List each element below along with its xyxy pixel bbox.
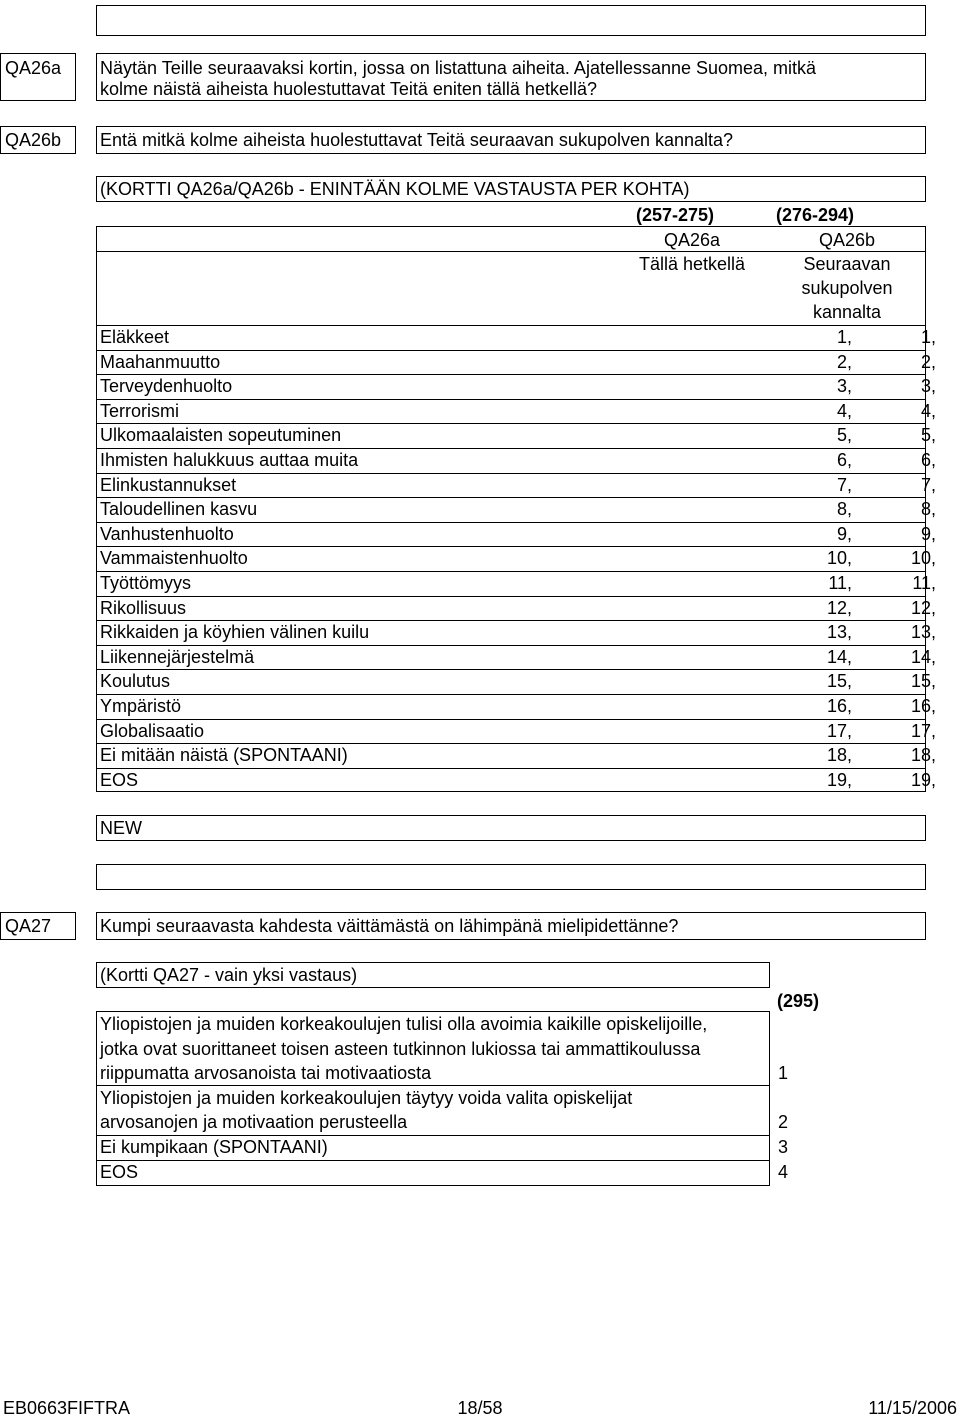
item-code-b: 14, [910, 646, 936, 667]
item-label: Taloudellinen kasvu [100, 499, 258, 520]
item-label: Maahanmuutto [100, 351, 221, 372]
table-row [96, 497, 936, 523]
item-code-b: 1, [920, 327, 936, 347]
item-code-a: 13, [826, 622, 852, 643]
item-code-a: 14, [826, 646, 852, 667]
table-row [96, 423, 936, 449]
table-row [96, 546, 936, 572]
qa27-opt1-line2: jotka ovat suorittaneet toisen asteen tutkinnon lukiossa tai ammattikoulussa [100, 1039, 701, 1059]
qa26a-code: QA26a [5, 58, 62, 78]
table-row [96, 374, 936, 400]
table-row [96, 669, 936, 695]
qa26b-text: Entä mitkä kolme aiheista huolestuttavat Teitä seuraavan sukupolven kannalta? [100, 130, 734, 150]
item-code-a: 9, [836, 523, 852, 544]
item-code-a: 11, [828, 573, 852, 593]
item-code-a: 17, [826, 720, 852, 741]
footer-date: 11/15/2006 [868, 1398, 957, 1418]
qa27-opt4: EOS [100, 1162, 139, 1182]
footer-doc-id: EB0663FIFTRA [3, 1398, 131, 1418]
item-code-a: 3, [836, 376, 852, 397]
item-code-b: 11, [912, 573, 936, 593]
table-row [96, 399, 936, 425]
table-row [96, 645, 936, 671]
item-code-b: 9, [920, 523, 936, 544]
item-code-a: 18, [826, 745, 852, 766]
table-row [96, 571, 936, 597]
qa27-opt3: Ei kumpikaan (SPONTAANI) [100, 1137, 328, 1157]
item-code-b: 13, [910, 622, 936, 643]
item-code-a: 15, [826, 671, 852, 692]
qa26a-text-line1: Näytän Teille seuraavaksi kortin, jossa on listattuna aiheita. Ajatellessanne Suomea, mitkä [100, 58, 817, 78]
qa27-opt1-line3: riippumatta arvosanoista tai motivaatiosta [100, 1063, 432, 1083]
footer-page-number: 18/58 [457, 1398, 503, 1418]
col-b-code: QA26b [818, 230, 876, 250]
item-label: Terveydenhuolto [100, 376, 233, 397]
item-code-b: 15, [910, 671, 936, 692]
item-code-a: 4, [836, 400, 852, 421]
qa26b-code: QA26b [5, 130, 62, 150]
item-label: Rikkaiden ja köyhien välinen kuilu [100, 622, 370, 643]
item-label: Ei mitään näistä (SPONTAANI) [100, 745, 348, 766]
item-code-b: 10, [910, 548, 936, 569]
table-row [96, 768, 936, 793]
col-a-range: (257-275) [635, 205, 715, 225]
table-row [96, 350, 936, 376]
item-code-b: 19, [910, 769, 936, 790]
col-a-code: QA26a [663, 230, 721, 250]
col-b-sub3: kannalta [812, 302, 882, 322]
item-code-b: 5, [920, 425, 936, 446]
item-code-a: 1, [836, 327, 852, 347]
item-label: Ympäristö [100, 696, 182, 716]
item-code-a: 16, [826, 696, 852, 716]
item-code-b: 3, [920, 376, 936, 397]
item-label: Ulkomaalaisten sopeutuminen [100, 425, 342, 446]
table-row [96, 719, 936, 745]
instruction-text: (KORTTI QA26a/QA26b - ENINTÄÄN KOLME VASTAUSTA PER KOHTA) [100, 179, 690, 199]
table-row [96, 522, 936, 548]
item-code-b: 16, [910, 696, 936, 716]
item-code-b: 17, [910, 720, 936, 741]
item-code-b: 2, [920, 351, 936, 372]
item-code-a: 8, [836, 499, 852, 520]
qa27-opt1-code: 1 [778, 1063, 789, 1083]
table-row [96, 448, 936, 474]
item-code-b: 4, [920, 400, 936, 421]
qa27-opt3-divider [96, 1160, 770, 1161]
qa27-code: QA27 [5, 916, 52, 936]
table-row [96, 620, 936, 646]
qa27-opt2-line1: Yliopistojen ja muiden korkeakoulujen täytyy voida valita opiskelijat [100, 1088, 633, 1108]
item-code-b: 18, [910, 745, 936, 766]
col-b-sub1: Seuraavan [803, 254, 891, 274]
item-label: Globalisaatio [100, 720, 205, 741]
header-empty-box [96, 5, 926, 36]
item-code-b: 8, [920, 499, 936, 520]
item-label: Elinkustannukset [100, 474, 237, 495]
item-label: Työttömyys [100, 573, 192, 593]
item-code-a: 2, [836, 351, 852, 372]
table-row [96, 743, 936, 769]
empty-box [96, 864, 926, 890]
item-code-b: 7, [920, 474, 936, 495]
item-label: Rikollisuus [100, 597, 187, 618]
table-row [96, 473, 936, 499]
table-row [96, 694, 936, 720]
item-label: Terrorismi [100, 400, 179, 421]
item-label: Koulutus [100, 671, 171, 692]
item-label: Ihmisten halukkuus auttaa muita [100, 450, 359, 470]
item-label: Liikennejärjestelmä [100, 646, 255, 667]
item-code-a: 12, [826, 597, 852, 618]
qa27-range: (295) [776, 991, 820, 1011]
item-code-b: 6, [920, 450, 936, 470]
item-code-a: 10, [826, 548, 852, 569]
item-label: Vammaistenhuolto [100, 548, 248, 569]
table-row [96, 596, 936, 622]
qa27-opt2-code: 2 [778, 1112, 789, 1132]
qa27-instruction: (Kortti QA27 - vain yksi vastaus) [100, 965, 358, 985]
col-b-range: (276-294) [775, 205, 855, 225]
item-label: EOS [100, 769, 139, 790]
qa26a-text-line2: kolme näistä aiheista huolestuttavat Teitä eniten tällä hetkellä? [100, 79, 597, 99]
qa27-text: Kumpi seuraavasta kahdesta väittämästä on lähimpänä mielipidettänne? [100, 916, 679, 936]
item-code-a: 6, [836, 450, 852, 470]
item-code-a: 19, [826, 769, 852, 790]
qa27-opt3-code: 3 [778, 1137, 789, 1157]
qa27-opt4-code: 4 [778, 1162, 789, 1182]
qa27-opt1-line1: Yliopistojen ja muiden korkeakoulujen tulisi olla avoimia kaikille opiskelijoille, [100, 1014, 708, 1034]
item-label: Eläkkeet [100, 327, 170, 347]
item-code-a: 7, [836, 474, 852, 495]
col-a-sub: Tällä hetkellä [638, 254, 746, 274]
col-b-sub2: sukupolven [801, 278, 893, 298]
table-row [96, 325, 936, 351]
new-label: NEW [100, 818, 142, 838]
item-label: Vanhustenhuolto [100, 523, 234, 544]
item-code-a: 5, [836, 425, 852, 446]
qa27-opt2-line2: arvosanojen ja motivaation perusteella [100, 1112, 408, 1132]
new-box [96, 815, 926, 841]
item-code-b: 12, [910, 597, 936, 618]
